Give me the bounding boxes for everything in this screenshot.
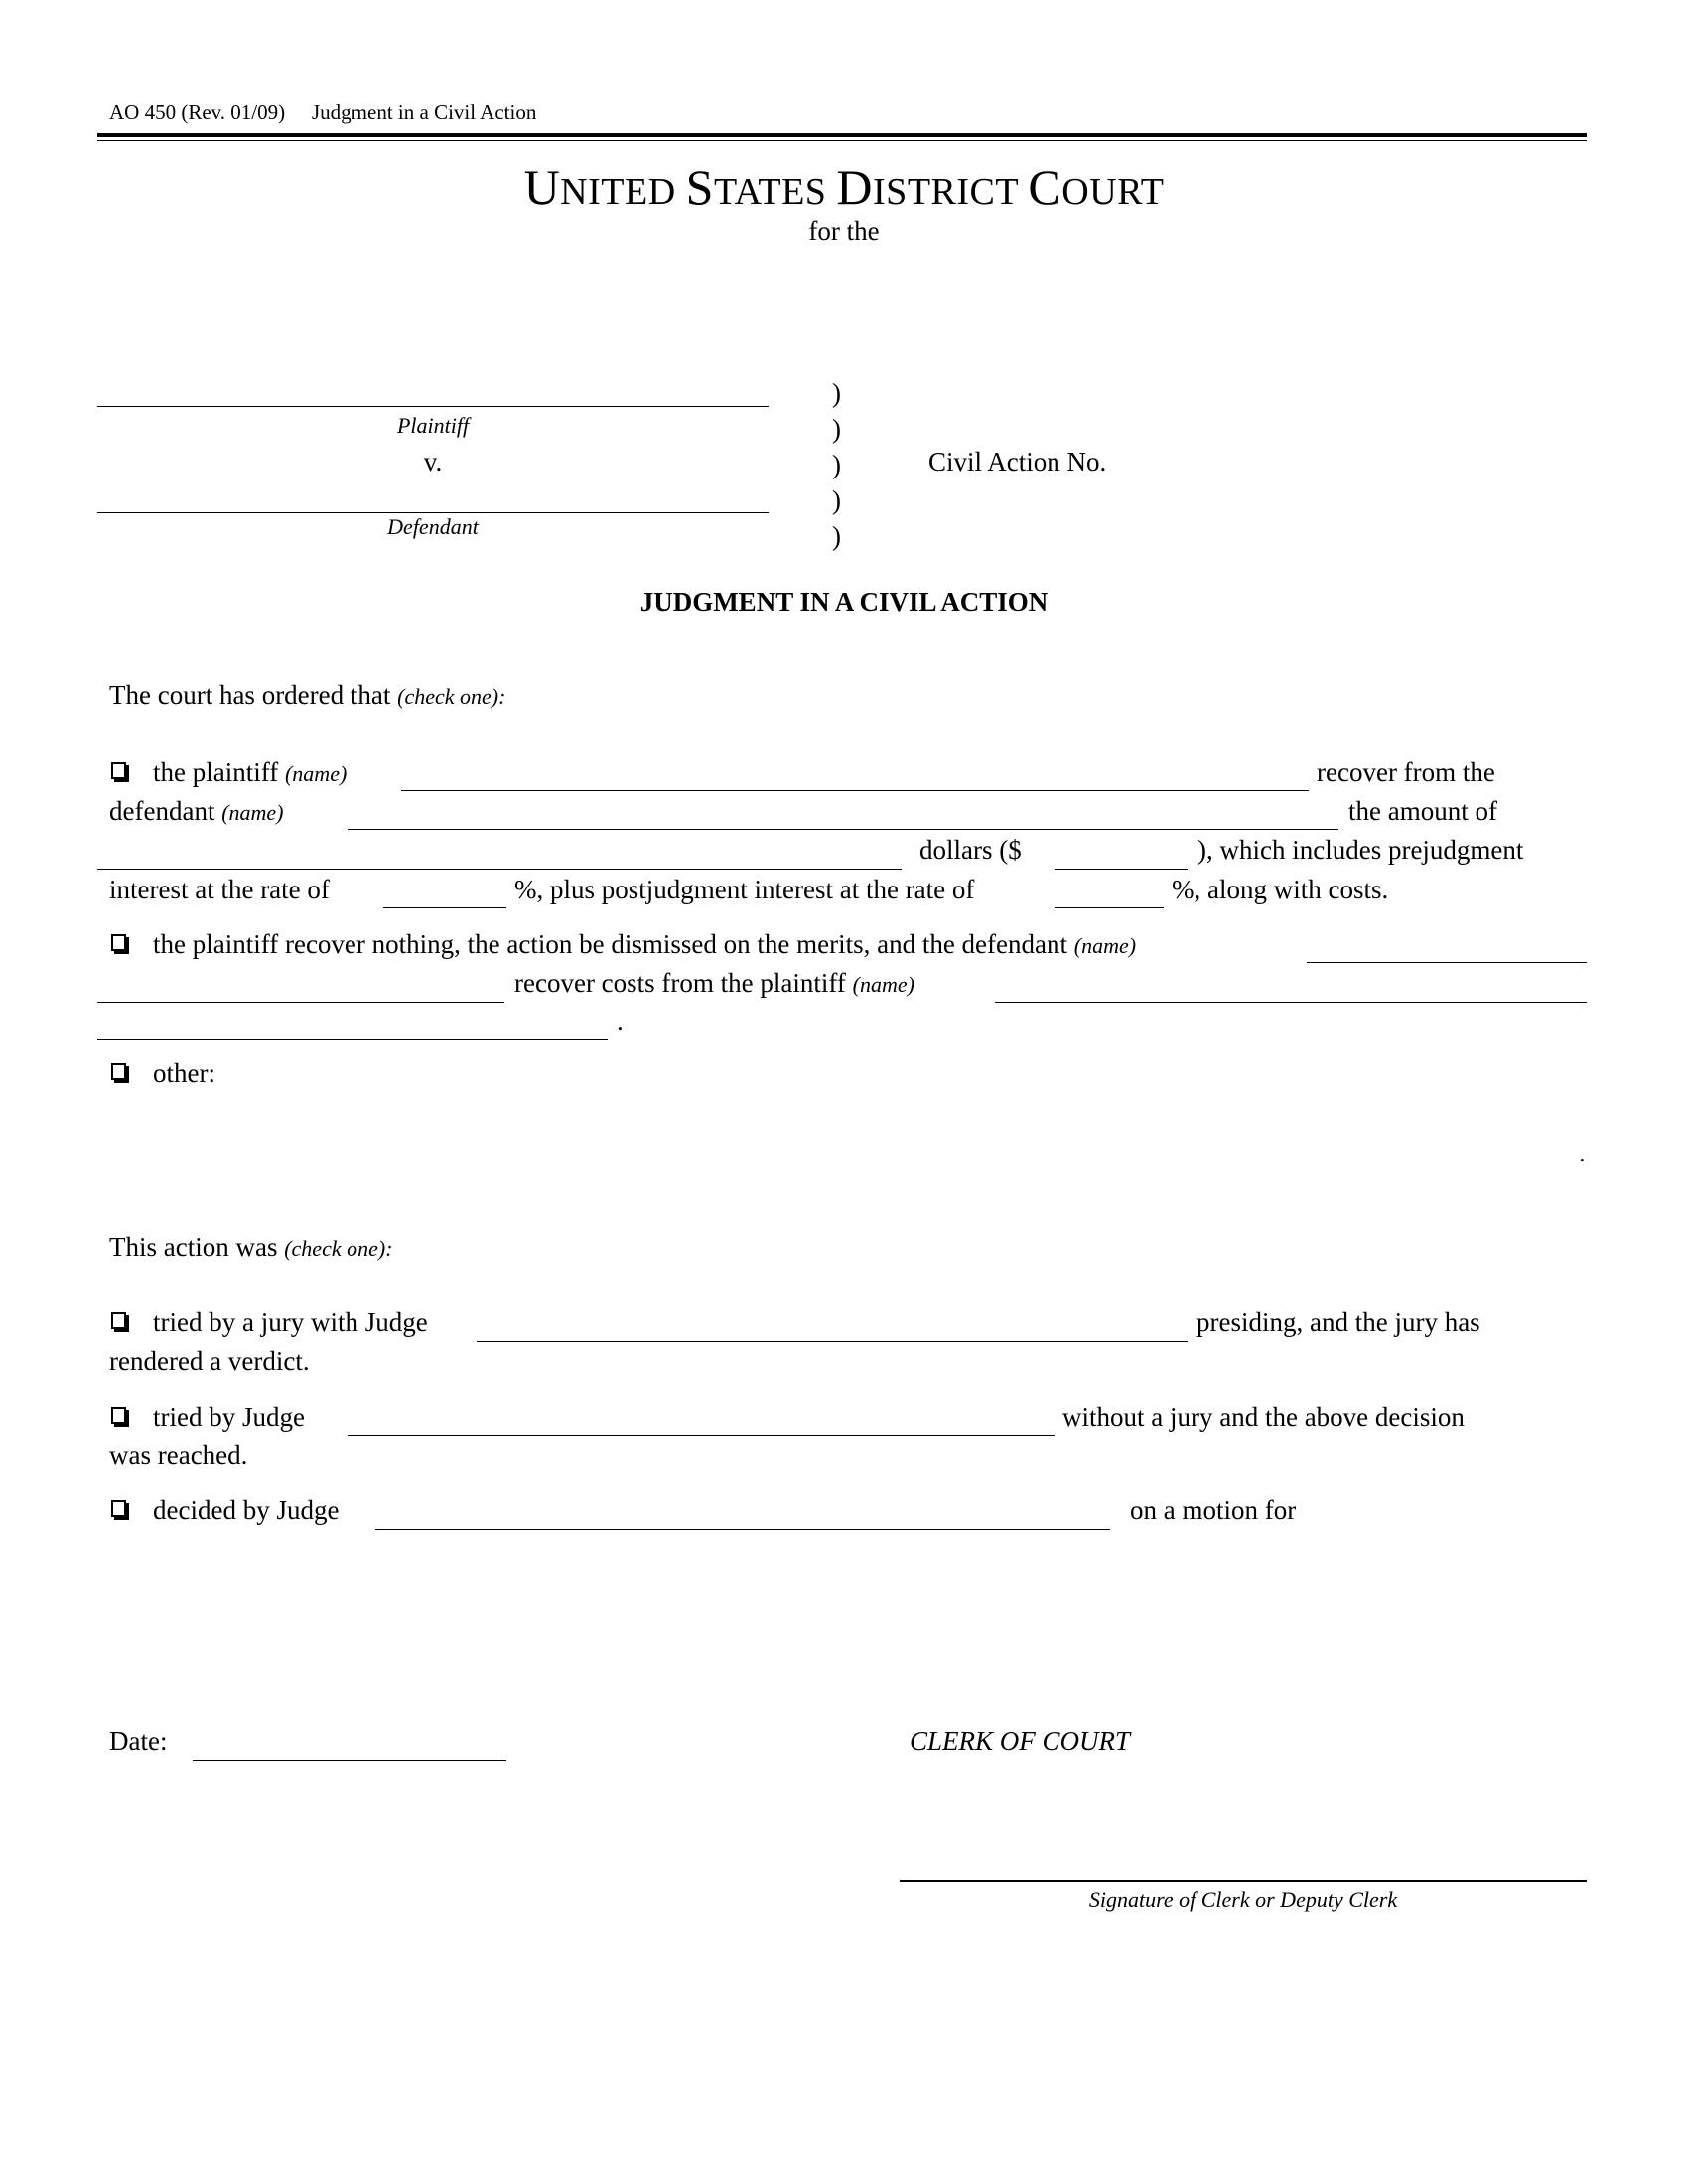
action-tried-by-judge: tried by Judge xyxy=(153,1402,305,1432)
action-tried-by-jury: tried by a jury with Judge xyxy=(153,1307,428,1337)
date-label: Date: xyxy=(109,1726,168,1756)
option1-postjudgment-rate-field[interactable] xyxy=(1055,879,1164,908)
versus: v. xyxy=(423,447,443,477)
option1-the-plaintiff: the plaintiff (name) xyxy=(153,757,348,787)
option1-interest-rate: interest at the rate of xyxy=(109,875,330,904)
form-name: Judgment in a Civil Action xyxy=(312,100,537,124)
action-presiding: presiding, and the jury has xyxy=(1196,1307,1480,1337)
option1-prejudgment-rate-field[interactable] xyxy=(383,879,506,908)
plaintiff-label: Plaintiff xyxy=(396,413,470,438)
option2-text: the plaintiff recover nothing, the action be dismissed on the merits, and the defendant (name) xyxy=(153,929,1137,959)
civil-action-number-field[interactable] xyxy=(1137,441,1435,471)
signature-label: Signature of Clerk or Deputy Clerk xyxy=(1088,1887,1398,1912)
option1-recover-from: recover from the xyxy=(1317,757,1495,787)
action-decided-by-judge: decided by Judge xyxy=(153,1495,340,1525)
action-rendered: rendered a verdict. xyxy=(109,1346,310,1376)
action-jury-checkbox[interactable] xyxy=(111,1312,126,1329)
option1-plus-postjudgment: %, plus postjudgment interest at the rate of xyxy=(514,875,975,904)
action-judge-checkbox[interactable] xyxy=(111,1407,126,1424)
action-decided-checkbox[interactable] xyxy=(111,1500,126,1517)
option2-plaintiff-name-field[interactable] xyxy=(995,973,1587,1003)
plaintiff-name-field[interactable] xyxy=(97,377,769,407)
option1-includes-prejudgment: ), which includes prejudgment xyxy=(1197,835,1524,865)
option3-period: . xyxy=(1579,1138,1586,1167)
civil-action-label: Civil Action No. xyxy=(928,447,1107,477)
defendant-label: Defendant xyxy=(387,514,479,539)
action-judge-field[interactable] xyxy=(348,1407,1055,1436)
defendant-name-field[interactable] xyxy=(97,483,769,513)
option2-period: . xyxy=(617,1007,624,1036)
clerk-of-court: CLERK OF COURT xyxy=(910,1726,1131,1756)
option1-defendant-name-field[interactable] xyxy=(348,800,1338,830)
action-decided-judge-field[interactable] xyxy=(375,1500,1110,1530)
order-intro: The court has ordered that (check one): xyxy=(109,680,506,710)
for-the: for the xyxy=(808,216,880,246)
option1-amount-words-field[interactable] xyxy=(97,840,902,870)
action-jury-judge-field[interactable] xyxy=(477,1312,1188,1342)
caption-parens: ) ) ) ) ) xyxy=(832,378,841,551)
header-rule-thick xyxy=(97,133,1587,137)
option-recover-nothing-checkbox[interactable] xyxy=(111,934,126,951)
option1-amount-figures-field[interactable] xyxy=(1055,840,1188,870)
action-intro: This action was (check one): xyxy=(109,1232,393,1262)
court-title: UNITED STATES DISTRICT COURT xyxy=(523,159,1165,214)
option1-dollars: dollars ($ xyxy=(919,835,1022,865)
document-title: JUDGMENT IN A CIVIL ACTION xyxy=(639,587,1049,616)
form-code: AO 450 (Rev. 01/09) xyxy=(109,100,286,124)
action-on-motion: on a motion for xyxy=(1130,1495,1297,1525)
date-field[interactable] xyxy=(193,1731,506,1761)
option2-recover-costs: recover costs from the plaintiff (name) xyxy=(514,968,914,998)
header-rule-thin xyxy=(97,140,1587,141)
option2-defendant-name-cont-field[interactable] xyxy=(97,973,504,1003)
option2-plaintiff-name-cont-field[interactable] xyxy=(97,1011,608,1040)
option-other-checkbox[interactable] xyxy=(111,1063,126,1080)
option-plaintiff-recovers-checkbox[interactable] xyxy=(111,762,126,779)
option1-plaintiff-name-field[interactable] xyxy=(401,761,1309,791)
option1-along-with-costs: %, along with costs. xyxy=(1172,875,1389,904)
action-was-reached: was reached. xyxy=(109,1440,248,1470)
option2-defendant-name-field[interactable] xyxy=(1307,933,1587,963)
action-without-jury: without a jury and the above decision xyxy=(1062,1402,1465,1432)
signature-line[interactable] xyxy=(900,1880,1587,1882)
option1-amount-of: the amount of xyxy=(1348,796,1497,826)
option3-other: other: xyxy=(153,1058,215,1088)
option1-defendant: defendant (name) xyxy=(109,796,284,826)
